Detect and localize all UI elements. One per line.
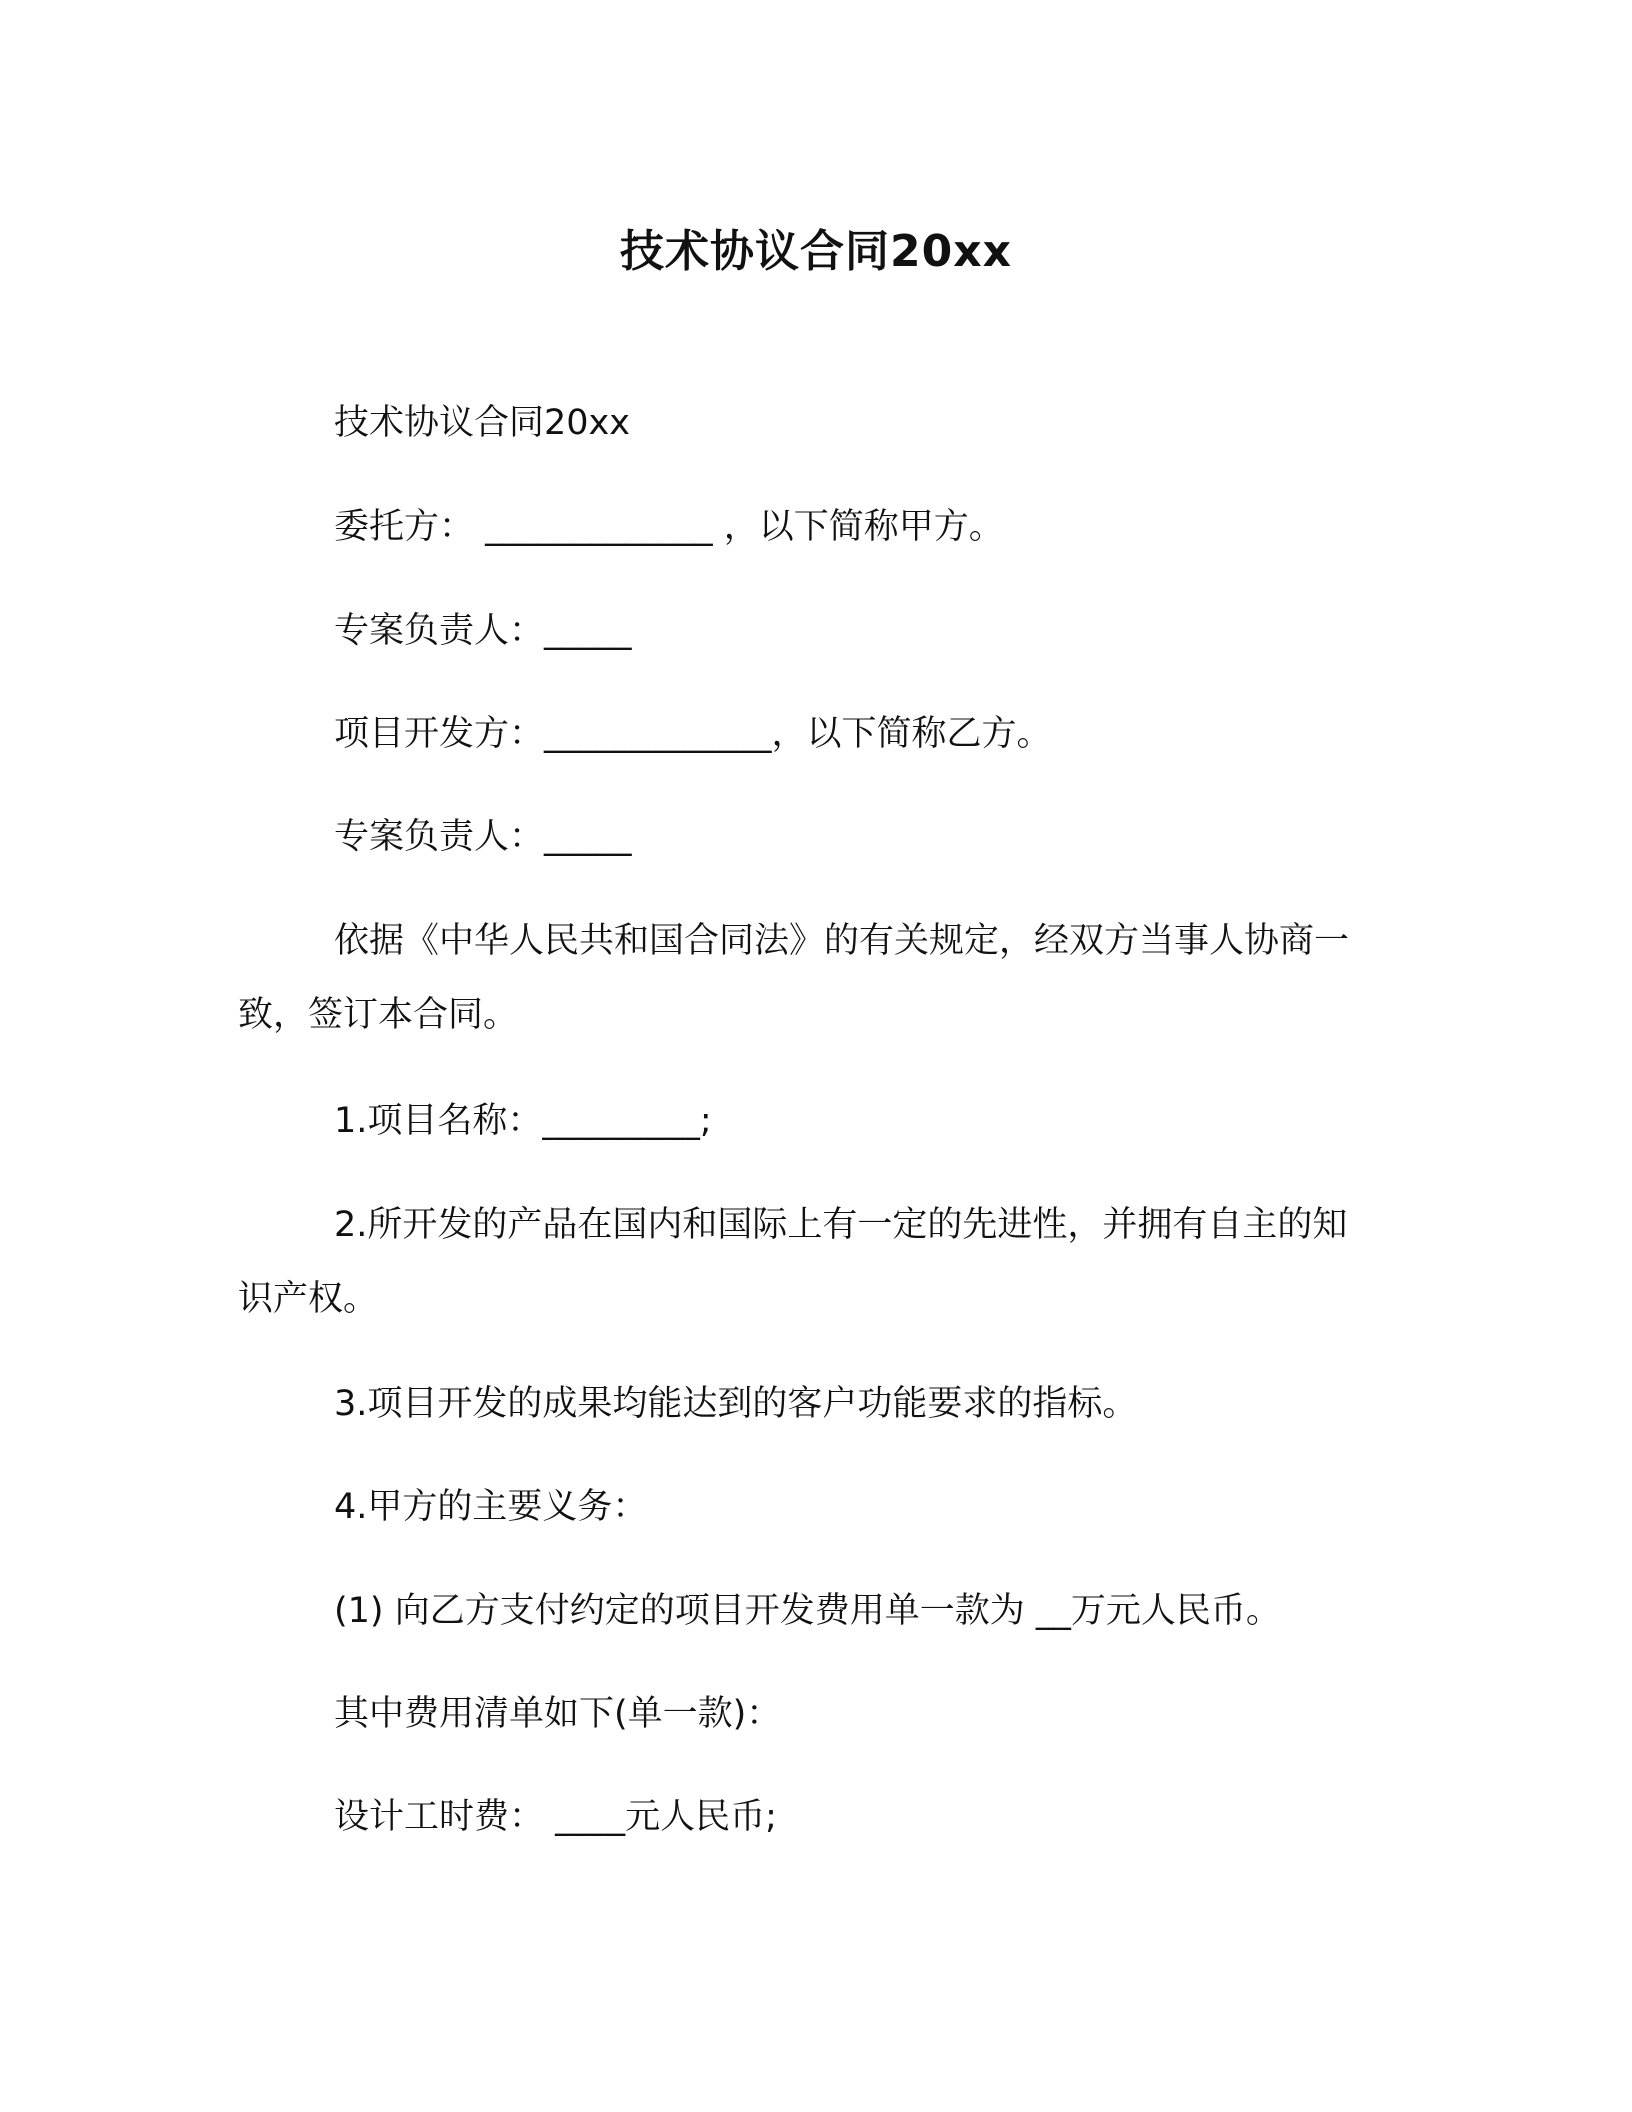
- paragraph-design-fee: 设计工时费： ____元人民币;: [334, 1797, 777, 1837]
- paragraph-obligation-1: (1) 向乙方支付约定的项目开发费用单一款为 __万元人民币。: [334, 1591, 1281, 1631]
- paragraph-item-1: 1.项目名称：_________;: [334, 1101, 712, 1141]
- paragraph-client-manager: 专案负责人：_____: [334, 611, 632, 651]
- paragraph-client: 委托方： _____________ ，以下简称甲方。: [334, 507, 1004, 547]
- paragraph-developer-manager: 专案负责人：_____: [334, 817, 632, 857]
- paragraph-subtitle: 技术协议合同20xx: [334, 403, 630, 443]
- document-title: 技术协议合同20xx: [620, 226, 1012, 277]
- paragraph-item-4: 4.甲方的主要义务：: [334, 1487, 648, 1527]
- paragraph-fee-list: 其中费用清单如下(单一款)：: [334, 1694, 782, 1734]
- paragraph-item-3: 3.项目开发的成果均能达到的客户功能要求的指标。: [334, 1384, 1138, 1424]
- paragraph-item-2: 2.所开发的产品在国内和国际上有一定的先进性，并拥有自主的知识产权。: [238, 1205, 1348, 1319]
- paragraph-developer: 项目开发方：_____________，以下简称乙方。: [334, 714, 1052, 754]
- paragraph-legal-basis: 依据《中华人民共和国合同法》的有关规定，经双方当事人协商一致，签订本合同。: [238, 921, 1350, 1035]
